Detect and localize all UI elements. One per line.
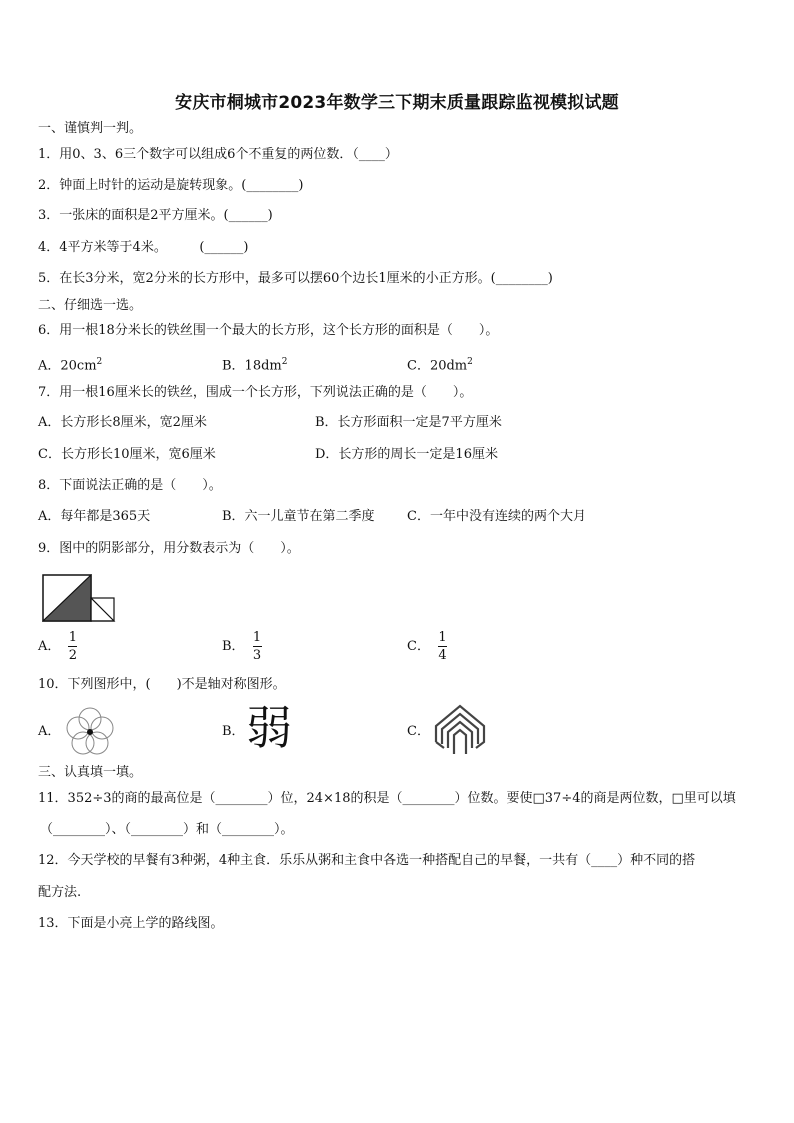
question-7-option-d: D．长方形的周长一定是16厘米 bbox=[315, 447, 498, 462]
fraction-one-half: $\frac{1}{2}$ bbox=[68, 630, 78, 663]
question-7-option-b: B．长方形面积一定是7平方厘米 bbox=[315, 415, 502, 430]
question-8-option-b: B．六一儿童节在第二季度 bbox=[222, 509, 375, 524]
question-10-option-c-label: C． bbox=[407, 724, 430, 739]
question-6-option-a: A．$20cm^2$ bbox=[38, 357, 103, 374]
question-4: 4．4平方米等于4米。 (______) bbox=[38, 240, 249, 255]
question-9-option-b: B． $\frac{1}{3}$ bbox=[222, 630, 262, 663]
section-heading-1: 一、谨慎判一判。 bbox=[38, 121, 143, 136]
question-1: 1．用0、3、6三个数字可以组成6个不重复的两位数．（____） bbox=[38, 147, 398, 162]
shaded-triangle-figure bbox=[42, 574, 118, 622]
page-title: 安庆市桐城市2023年数学三下期末质量跟踪监视模拟试题 bbox=[175, 93, 619, 113]
nested-chevron-figure bbox=[432, 702, 488, 758]
question-8-stem: 8．下面说法正确的是（ ）。 bbox=[38, 478, 222, 493]
question-10-stem: 10．下列图形中，( )不是轴对称图形。 bbox=[38, 677, 286, 692]
question-8-option-a: A．每年都是365天 bbox=[38, 509, 151, 524]
fraction-one-quarter: $\frac{1}{4}$ bbox=[438, 630, 447, 663]
small-triangle bbox=[91, 598, 114, 621]
question-11-line-2: （________）、（________）和（________）。 bbox=[40, 822, 294, 837]
question-11-line-1: 11．352÷3的商的最高位是（________）位，24×18的积是（________）位数。要使□37÷4的商是两位数，□里可以填 bbox=[38, 791, 736, 806]
section-heading-3: 三、认真填一填。 bbox=[38, 765, 143, 780]
section-heading-2: 二、仔细选一选。 bbox=[38, 298, 143, 313]
question-10-option-a-label: A． bbox=[38, 724, 61, 739]
question-13: 13．下面是小亮上学的路线图。 bbox=[38, 916, 224, 931]
question-9-stem: 9．图中的阴影部分，用分数表示为（ ）。 bbox=[38, 541, 300, 556]
question-9-option-c: C． $\frac{1}{4}$ bbox=[407, 630, 447, 663]
question-8-option-c: C．一年中没有连续的两个大月 bbox=[407, 509, 586, 524]
question-9-option-a: A． $\frac{1}{2}$ bbox=[38, 630, 78, 663]
question-2: 2．钟面上时针的运动是旋转现象。(________) bbox=[38, 178, 304, 193]
question-7-option-c: C．长方形长10厘米，宽6厘米 bbox=[38, 447, 216, 462]
question-12-line-2: 配方法. bbox=[38, 885, 82, 900]
question-7-stem: 7．用一根16厘米长的铁丝，围成一个长方形，下列说法正确的是（ ）。 bbox=[38, 385, 473, 400]
fraction-one-third: $\frac{1}{3}$ bbox=[252, 630, 262, 663]
question-6-option-b: B．$18dm^2$ bbox=[222, 357, 288, 374]
question-6-stem: 6．用一根18分米长的铁丝围一个最大的长方形，这个长方形的面积是（ ）。 bbox=[38, 323, 499, 338]
question-10-option-b-label: B． bbox=[222, 724, 245, 739]
question-7-option-a: A．长方形长8厘米，宽2厘米 bbox=[38, 415, 207, 430]
flower-circles-figure bbox=[62, 706, 118, 758]
question-6-option-c: C．$20dm^2$ bbox=[407, 357, 473, 374]
question-3: 3．一张床的面积是2平方厘米。(______) bbox=[38, 208, 273, 223]
character-ruo: 弱 bbox=[246, 701, 292, 755]
question-5: 5．在长3分米，宽2分米的长方形中，最多可以摆60个边长1厘米的小正方形。(________) bbox=[38, 271, 553, 286]
question-12-line-1: 12．今天学校的早餐有3种粥，4种主食．乐乐从粥和主食中各选一种搭配自己的早餐，一共有（____）种不同的搭 bbox=[38, 853, 696, 868]
